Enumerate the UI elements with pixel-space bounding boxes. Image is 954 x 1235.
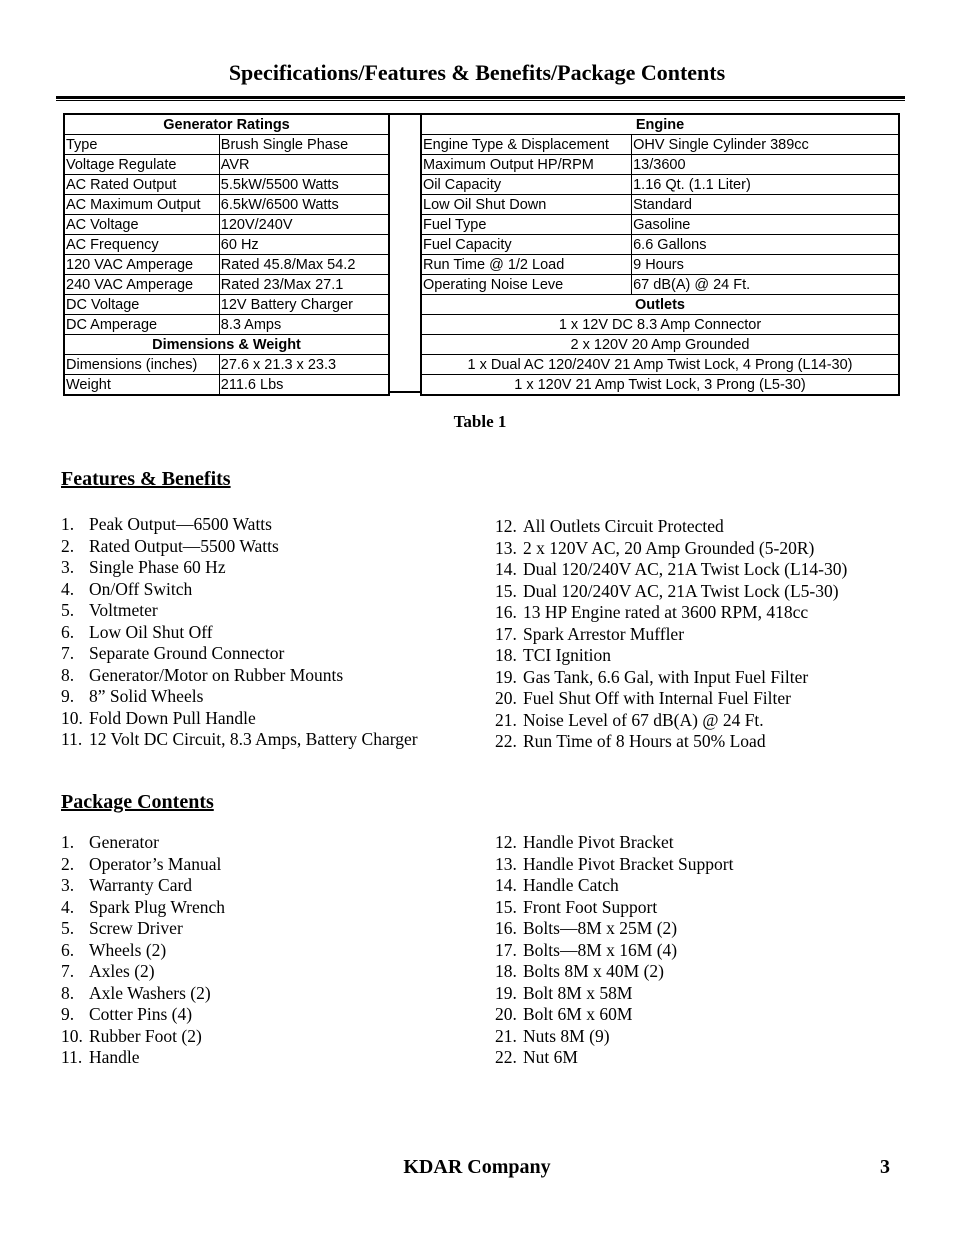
list-item-text: Generator/Motor on Rubber Mounts <box>89 664 344 685</box>
list-item-text: Warranty Card <box>89 875 193 895</box>
table-cell: 2 x 120V 20 Amp Grounded <box>421 335 899 355</box>
table-cell: 1.16 Qt. (1.1 Liter) <box>632 175 899 195</box>
list-item-number: 22. <box>495 731 517 751</box>
list-item-number: 20. <box>495 688 517 708</box>
list-item-number: 5. <box>61 918 75 938</box>
list-item <box>495 854 733 876</box>
list-item-text: All Outlets Circuit Protected <box>523 516 724 536</box>
page-number: 3 <box>880 1156 890 1178</box>
list-item-text: Nut 6M <box>523 1047 578 1067</box>
list-item-number: 21. <box>495 1025 517 1046</box>
list-item-number: 10. <box>61 1025 83 1046</box>
table-cell: 120 VAC Amperage <box>64 255 219 275</box>
table-cell: AC Voltage <box>64 215 219 235</box>
list-item <box>61 557 418 579</box>
list-item-text: Rubber Foot (2) <box>89 1025 202 1046</box>
table-cell: 240 VAC Amperage <box>64 275 219 295</box>
list-item <box>61 961 225 983</box>
table-row <box>421 315 899 335</box>
table-cell: AC Maximum Output <box>64 195 219 215</box>
list-item <box>495 1047 733 1069</box>
list-item <box>495 983 733 1005</box>
list-item-number: 11. <box>61 1047 83 1067</box>
list-item-number: 8. <box>61 664 75 685</box>
list-item-number: 6. <box>61 939 75 960</box>
table-header-row <box>421 114 899 135</box>
list-item <box>61 665 418 687</box>
features-heading: Features & Benefits <box>61 468 231 490</box>
table-cell: Dimensions (inches) <box>64 355 219 375</box>
list-item-number: 19. <box>495 982 517 1003</box>
list-item-number: 1. <box>61 832 75 852</box>
table-caption: Table 1 <box>453 412 507 431</box>
list-item-number: 17. <box>495 623 517 644</box>
table-cell: 60 Hz <box>219 235 389 255</box>
list-item <box>495 918 733 940</box>
list-item-text: Run Time of 8 Hours at 50% Load <box>523 731 766 751</box>
list-item <box>61 897 225 919</box>
list-item-text: Dual 120/240V AC, 21A Twist Lock (L5-30) <box>523 580 839 601</box>
list-item-text: Front Foot Support <box>523 896 658 917</box>
page-title: Specifications/Features & Benefits/Package Contents <box>228 60 726 85</box>
list-item-number: 7. <box>61 643 75 663</box>
table-row <box>421 135 899 155</box>
list-item-text: On/Off Switch <box>89 578 193 599</box>
list-item-number: 6. <box>61 621 75 642</box>
table-cell: 6.5kW/6500 Watts <box>219 195 389 215</box>
list-item-text: 2 x 120V AC, 20 Amp Grounded (5-20R) <box>523 537 815 558</box>
table-row <box>421 275 899 295</box>
title-rule <box>56 96 905 101</box>
package-heading: Package Contents <box>61 791 214 813</box>
table-row <box>64 295 389 315</box>
table-row <box>64 275 389 295</box>
table-row <box>64 195 389 215</box>
list-item-text: Rated Output—5500 Watts <box>89 535 279 556</box>
list-item <box>61 854 225 876</box>
list-item <box>495 961 733 983</box>
list-item-text: Bolts—8M x 25M (2) <box>523 918 678 938</box>
table-header-row <box>421 295 899 315</box>
list-item-number: 11. <box>61 729 83 749</box>
list-item <box>61 832 225 854</box>
list-item <box>495 731 847 753</box>
list-item-number: 15. <box>495 580 517 601</box>
table-cell: 13/3600 <box>632 155 899 175</box>
list-item-number: 19. <box>495 666 517 687</box>
list-item-number: 12. <box>495 516 517 536</box>
features-list-right <box>495 516 847 753</box>
list-item-number: 10. <box>61 707 83 728</box>
list-item-text: Axle Washers (2) <box>89 982 211 1003</box>
table-cell: 27.6 x 21.3 x 23.3 <box>219 355 389 375</box>
table-row <box>421 235 899 255</box>
package-list-right <box>495 832 733 1069</box>
list-item <box>61 536 418 558</box>
table-cell: 6.6 Gallons <box>632 235 899 255</box>
table-cell: 1 x 120V 21 Amp Twist Lock, 3 Prong (L5-30) <box>421 375 899 396</box>
list-item-text: Bolts 8M x 40M (2) <box>523 961 664 981</box>
list-item-number: 22. <box>495 1047 517 1067</box>
table-cell: Fuel Capacity <box>421 235 632 255</box>
list-item-text: Cotter Pins (4) <box>89 1004 193 1024</box>
list-item-text: Wheels (2) <box>89 939 167 960</box>
list-item-text: Nuts 8M (9) <box>523 1025 610 1046</box>
table-row <box>64 155 389 175</box>
table-row <box>64 135 389 155</box>
list-item-number: 7. <box>61 961 75 981</box>
table-row <box>64 315 389 335</box>
table-cell: Dimensions & Weight <box>64 335 389 355</box>
list-item-text: Handle Pivot Bracket Support <box>523 853 734 874</box>
table-cell: Rated 23/Max 27.1 <box>219 275 389 295</box>
table-cell: Rated 45.8/Max 54.2 <box>219 255 389 275</box>
list-item-text: Bolt 6M x 60M <box>523 1004 633 1024</box>
table-row <box>421 255 899 275</box>
table-cell: 120V/240V <box>219 215 389 235</box>
table-cell: DC Amperage <box>64 315 219 335</box>
list-item <box>61 1047 225 1069</box>
list-item-text: Spark Plug Wrench <box>89 896 226 917</box>
list-item <box>495 624 847 646</box>
table-row <box>64 355 389 375</box>
table-cell: Oil Capacity <box>421 175 632 195</box>
list-item-number: 9. <box>61 686 75 706</box>
table-row <box>64 255 389 275</box>
features-list-left <box>61 514 418 751</box>
table-cell: Engine <box>421 114 899 135</box>
footer-company: KDAR Company <box>403 1156 551 1178</box>
list-item-text: Handle <box>89 1047 140 1067</box>
list-item <box>61 514 418 536</box>
list-item <box>61 686 418 708</box>
table-cell: 9 Hours <box>632 255 899 275</box>
list-item-text: Fold Down Pull Handle <box>89 707 256 728</box>
table-cell: Gasoline <box>632 215 899 235</box>
list-item-text: 8” Solid Wheels <box>89 686 204 706</box>
list-item <box>61 643 418 665</box>
list-item-text: Noise Level of 67 dB(A) @ 24 Ft. <box>523 709 764 730</box>
table-row <box>421 155 899 175</box>
list-item <box>61 875 225 897</box>
table-cell: 211.6 Lbs <box>219 375 389 396</box>
table-row <box>64 215 389 235</box>
table-cell: Weight <box>64 375 219 396</box>
list-item-number: 13. <box>495 537 517 558</box>
table-row <box>421 215 899 235</box>
list-item-number: 8. <box>61 982 75 1003</box>
list-item-number: 5. <box>61 600 75 620</box>
list-item <box>61 1004 225 1026</box>
list-item-text: 13 HP Engine rated at 3600 RPM, 418cc <box>523 602 809 622</box>
table-row <box>421 195 899 215</box>
table-cell: Fuel Type <box>421 215 632 235</box>
engine-table <box>420 113 900 396</box>
table-cell: DC Voltage <box>64 295 219 315</box>
list-item-number: 4. <box>61 578 75 599</box>
list-item-text: Dual 120/240V AC, 21A Twist Lock (L14-30) <box>523 559 848 579</box>
list-item-number: 13. <box>495 853 517 874</box>
table-gap <box>389 113 420 393</box>
list-item-number: 2. <box>61 535 75 556</box>
list-item-number: 16. <box>495 918 517 938</box>
list-item-text: Generator <box>89 832 159 852</box>
list-item <box>495 897 733 919</box>
package-list-left <box>61 832 225 1069</box>
table-header-row <box>64 114 389 135</box>
table-cell: AC Frequency <box>64 235 219 255</box>
table-cell: 5.5kW/5500 Watts <box>219 175 389 195</box>
list-item <box>495 875 733 897</box>
list-item-number: 14. <box>495 875 517 895</box>
list-item-text: Axles (2) <box>89 961 155 981</box>
list-item-number: 18. <box>495 645 517 665</box>
list-item <box>495 645 847 667</box>
table-cell: Outlets <box>421 295 899 315</box>
list-item-number: 2. <box>61 853 75 874</box>
table-header-row <box>64 335 389 355</box>
list-item <box>61 600 418 622</box>
list-item-number: 17. <box>495 939 517 960</box>
list-item-number: 9. <box>61 1004 75 1024</box>
list-item-number: 14. <box>495 559 517 579</box>
list-item <box>61 729 418 751</box>
list-item <box>495 1004 733 1026</box>
table-cell: Maximum Output HP/RPM <box>421 155 632 175</box>
list-item-number: 16. <box>495 602 517 622</box>
list-item-text: Handle Pivot Bracket <box>523 832 674 852</box>
list-item-text: Bolt 8M x 58M <box>523 982 633 1003</box>
list-item-text: Single Phase 60 Hz <box>89 557 226 577</box>
table-cell: Voltage Regulate <box>64 155 219 175</box>
list-item-number: 20. <box>495 1004 517 1024</box>
list-item <box>495 538 847 560</box>
list-item-text: Gas Tank, 6.6 Gal, with Input Fuel Filter <box>523 666 809 687</box>
table-cell: Engine Type & Displacement <box>421 135 632 155</box>
list-item <box>495 667 847 689</box>
list-item-text: Handle Catch <box>523 875 619 895</box>
list-item <box>495 516 847 538</box>
list-item-text: Separate Ground Connector <box>89 643 285 663</box>
table-row <box>421 335 899 355</box>
table-cell: 1 x 12V DC 8.3 Amp Connector <box>421 315 899 335</box>
list-item-text: Operator’s Manual <box>89 853 222 874</box>
table-row <box>421 355 899 375</box>
list-item-text: Low Oil Shut Off <box>89 621 213 642</box>
generator-ratings-table <box>63 113 390 396</box>
list-item <box>495 832 733 854</box>
list-item <box>61 940 225 962</box>
table-cell: 8.3 Amps <box>219 315 389 335</box>
list-item-text: 12 Volt DC Circuit, 8.3 Amps, Battery Charger <box>89 729 418 749</box>
list-item-number: 3. <box>61 557 75 577</box>
table-row <box>64 235 389 255</box>
table-row <box>64 375 389 396</box>
list-item <box>495 710 847 732</box>
list-item-text: Peak Output—6500 Watts <box>89 514 272 534</box>
list-item <box>495 688 847 710</box>
list-item-text: Fuel Shut Off with Internal Fuel Filter <box>523 688 791 708</box>
list-item <box>61 918 225 940</box>
table-row <box>421 375 899 396</box>
list-item <box>495 559 847 581</box>
list-item-text: Screw Driver <box>89 918 183 938</box>
list-item-number: 21. <box>495 709 517 730</box>
table-row <box>421 175 899 195</box>
table-cell: 1 x Dual AC 120/240V 21 Amp Twist Lock, 4 Prong (L14-30) <box>421 355 899 375</box>
list-item-text: Bolts—8M x 16M (4) <box>523 939 678 960</box>
table-cell: 12V Battery Charger <box>219 295 389 315</box>
table-cell: 67 dB(A) @ 24 Ft. <box>632 275 899 295</box>
table-cell: Run Time @ 1/2 Load <box>421 255 632 275</box>
list-item <box>495 581 847 603</box>
list-item <box>61 983 225 1005</box>
list-item <box>495 602 847 624</box>
table-cell: Standard <box>632 195 899 215</box>
table-cell: AVR <box>219 155 389 175</box>
list-item <box>495 940 733 962</box>
list-item-text: TCI Ignition <box>523 645 611 665</box>
table-cell: Operating Noise Leve <box>421 275 632 295</box>
table-cell: Low Oil Shut Down <box>421 195 632 215</box>
list-item <box>495 1026 733 1048</box>
list-item-text: Voltmeter <box>89 600 158 620</box>
list-item-text: Spark Arrestor Muffler <box>523 623 685 644</box>
list-item-number: 12. <box>495 832 517 852</box>
table-cell: AC Rated Output <box>64 175 219 195</box>
list-item <box>61 708 418 730</box>
list-item <box>61 1026 225 1048</box>
table-row <box>64 175 389 195</box>
table-cell: OHV Single Cylinder 389cc <box>632 135 899 155</box>
list-item-number: 18. <box>495 961 517 981</box>
list-item <box>61 622 418 644</box>
table-cell: Brush Single Phase <box>219 135 389 155</box>
list-item-number: 4. <box>61 896 75 917</box>
list-item-number: 1. <box>61 514 75 534</box>
list-item-number: 3. <box>61 875 75 895</box>
list-item <box>61 579 418 601</box>
table-cell: Type <box>64 135 219 155</box>
table-cell: Generator Ratings <box>64 114 389 135</box>
list-item-number: 15. <box>495 896 517 917</box>
